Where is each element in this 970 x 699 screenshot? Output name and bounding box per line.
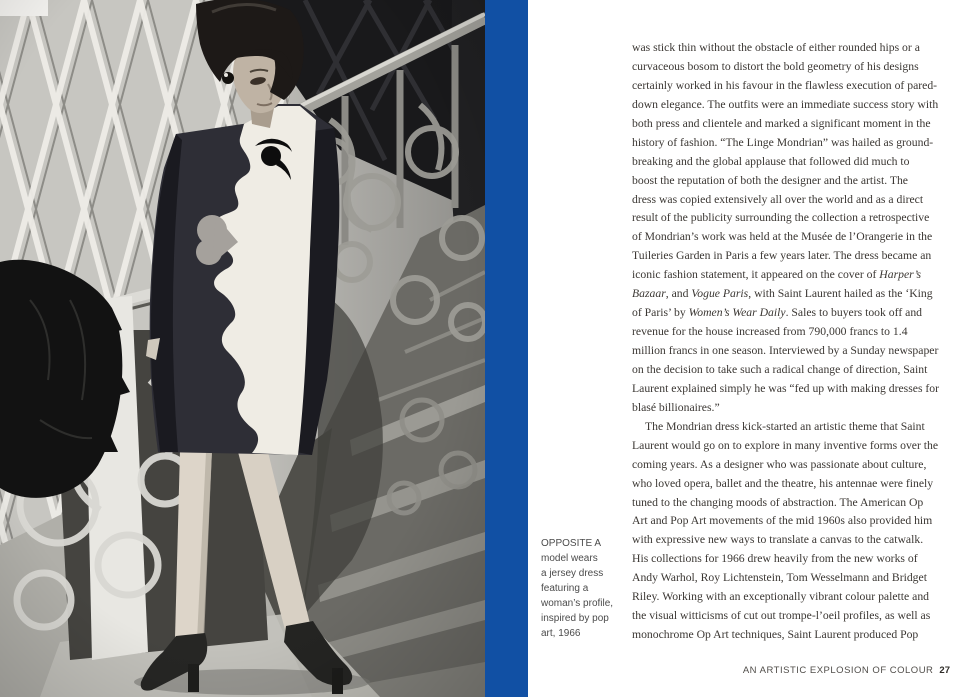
body-text-line: of Mondrian’s work was held at the Musée de l’Orangerie in the	[632, 230, 933, 244]
caption-line: featuring a	[541, 583, 589, 594]
body-text-line: curvaceous bosom to distort the bold geometry of his designs	[632, 59, 919, 73]
body-text-line: certainly worked in his favour in the flawless execution of pared-	[632, 78, 938, 92]
body-text-line: Laurent explained simply he was “fed up with making dresses for	[632, 381, 940, 395]
body-text-line: Riley. Working with an exceptionally vibrant colour palette and	[632, 590, 930, 604]
body-text-line: result of the publicity surrounding the collection a retrospective	[632, 211, 930, 225]
body-text-line: both press and clientele and marked a significant moment in the	[632, 116, 931, 130]
caption-line: woman’s profile,	[541, 598, 614, 609]
body-text-line: Andy Warhol, Roy Lichtenstein, Tom Wesselmann and Bridget	[632, 571, 927, 585]
photo-caption	[541, 536, 633, 641]
running-footer	[743, 665, 950, 676]
body-text-line: Art and Pop Art movements of the mid 1960s also provided him	[632, 514, 933, 528]
body-text-line: tuned to the changing moods of abstraction. The American Op	[632, 495, 924, 509]
photograph	[0, 0, 485, 697]
body-text-line: iconic fashion statement, it appeared on the cover of Harper’s	[632, 268, 922, 282]
body-text-line: history of fashion. “The Linge Mondrian” was hailed as ground-	[632, 135, 934, 149]
body-text-line: coming years. As a designer who was passionate about culture,	[632, 457, 927, 471]
body-text-line: boost the reputation of both the designer and the artist. The	[632, 173, 908, 187]
body-text-line: the visual witticisms of cut out trompe-l’oeil profiles, as well as	[632, 609, 931, 623]
body-text-line: His collections for 1966 drew heavily from the new works of	[632, 552, 918, 566]
vignette-overlay	[0, 0, 485, 697]
body-text-line: dress was copied extensively all over the world and as a direct	[632, 192, 924, 206]
caption-line: OPPOSITE A	[541, 538, 602, 549]
body-text-line: The Mondrian dress kick-started an artistic theme that Saint	[645, 419, 925, 433]
body-text-line: down elegance. The outfits were an immediate success story with	[632, 97, 939, 111]
body-text-line: blasé billionaires.”	[632, 400, 720, 414]
body-text-line: Bazaar, and Vogue Paris, with Saint Laurent hailed as the ‘King	[632, 287, 933, 301]
footer-title: AN ARTISTIC EXPLOSION OF COLOUR	[742, 665, 934, 676]
body-text-line: was stick thin without the obstacle of either rounded hips or a	[632, 41, 920, 54]
body-text-line: with expressive new ways to translate a canvas to the catwalk.	[632, 533, 924, 547]
caption-line: a jersey dress	[541, 568, 604, 579]
accent-bar	[485, 0, 528, 697]
caption-line: model wears	[541, 553, 598, 564]
body-text-line: on the decision to take such a radical change of direction, Saint	[632, 362, 928, 376]
body-text-line: Tuileries Garden in Paris a few years later. The dress became an	[632, 249, 932, 263]
pop-art-dress-photo-illustration	[0, 0, 485, 697]
body-text-line: of Paris’ by Women’s Wear Daily. Sales to buyers took off and	[632, 306, 923, 320]
body-text-line: monochrome Op Art techniques, Saint Laurent produced Pop	[632, 628, 919, 642]
body-text-line: who loved opera, ballet and the theatre, his antennae were finely	[632, 476, 934, 490]
body-text-line: Laurent would go on to explore in many inventive forms over the	[632, 438, 939, 452]
caption-line: art, 1966	[541, 628, 581, 639]
page-number: 27	[939, 665, 950, 676]
body-text-line: revenue for the house increased from 790,000 francs to 1.4	[632, 325, 908, 339]
body-text-line: breaking and the global applause that followed did much to	[632, 154, 910, 168]
body-text-column	[632, 39, 967, 645]
body-text-line: million francs in one season. Interviewed by a Sunday newspaper	[632, 344, 939, 357]
caption-line: inspired by pop	[541, 613, 609, 624]
